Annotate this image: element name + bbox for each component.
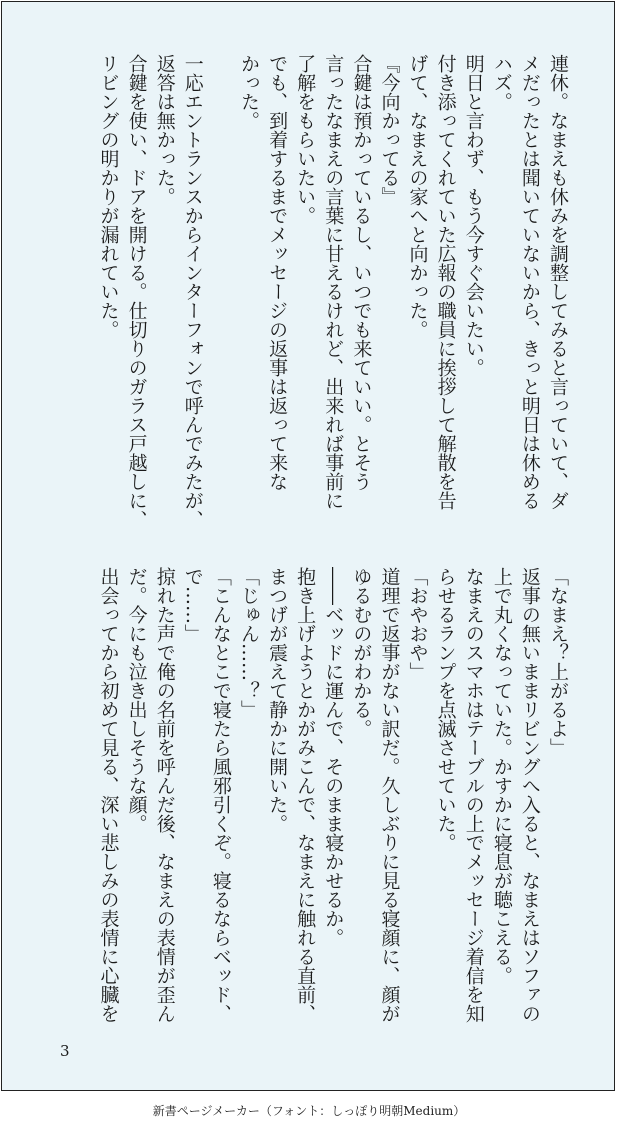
text-line: 「こんなとこで寝たら風邪引くぞ。寝るならベッド、: [209, 567, 232, 1023]
text-line: 掠れた声で俺の名前を呼んだ後、なまえの表情が歪ん: [153, 567, 176, 1023]
text-line: 了解をもらいたい。: [294, 54, 317, 225]
text-line: 返答は無かった。: [153, 54, 176, 206]
footer-caption: 新書ページメーカー（フォント：しっぽり明朝Medium）: [152, 1104, 466, 1118]
text-line: メだったとは聞いていないから、きっと明日は休める: [518, 54, 541, 510]
text-block-upper: [42, 54, 572, 559]
text-line: 上で丸くなっていた。かすかに寝息が聴こえる。: [490, 567, 513, 985]
text-line: 一応エントランスからインターフォンで呼んでみたが、: [181, 54, 204, 529]
text-line: 『今向かってる』: [378, 54, 401, 206]
text-line: かった。: [237, 54, 260, 130]
text-line: 明日と言わず、もう今すぐ会いたい。: [462, 54, 485, 377]
text-line: [207, 54, 235, 559]
text-line: 「じゅん……？」: [237, 567, 260, 719]
text-line: 「おやおや」: [406, 567, 429, 681]
text-line: げて、なまえの家へと向かった。: [406, 54, 429, 339]
text-line: 言ったなまえの言葉に甘えるけれど、出来れば事前に: [322, 54, 345, 510]
text-block-lower: [42, 567, 572, 1027]
text-line: 合鍵を使い、ドアを開ける。仕切りのガラス戸越しに、: [125, 54, 148, 529]
text-line: 連休。なまえも休みを調整してみると言っていて、ダ: [547, 54, 569, 510]
text-line: 出会ってから初めて見る、深い悲しみの表情に心臓を: [97, 567, 120, 1023]
text-line: らせるランプを点滅させていた。: [434, 567, 457, 852]
text-line: 道理で返事がない訳だ。久しぶりに見る寝顔に、顔が: [378, 567, 401, 1023]
page-number: 3: [60, 1042, 70, 1060]
text-line: でも、到着するまでメッセージの返事は返って来な: [266, 54, 289, 491]
text-line: ゆるむのがわかる。: [350, 567, 373, 738]
text-line: ハズ。: [490, 54, 513, 111]
text-line: ――ベッドに運んで、そのまま寝かせるか。: [322, 567, 345, 947]
text-line: で……」: [181, 567, 204, 643]
text-line: 「なまえ？上がるよ」: [547, 567, 569, 757]
text-line: リビングの明かりが漏れていた。: [97, 54, 120, 339]
text-line: 付き添ってくれていた広報の職員に挨拶して解散を告: [434, 54, 457, 510]
text-line: 合鍵は預かっているし、いつでも来ていい。とそう: [350, 54, 373, 491]
text-line: なまえのスマホはテーブルの上でメッセージ着信を知: [462, 567, 485, 1023]
text-line: 返事の無いままリビングへ入ると、なまえはソファの: [518, 567, 541, 1023]
text-line: 抱き上げようとかがみこんで、なまえに触れる直前、: [294, 567, 317, 1023]
text-line: まつげが震えて静かに開いた。: [266, 567, 289, 833]
text-line: だ。今にも泣き出しそうな顔。: [125, 567, 148, 833]
manuscript-page: [1, 1, 615, 1091]
